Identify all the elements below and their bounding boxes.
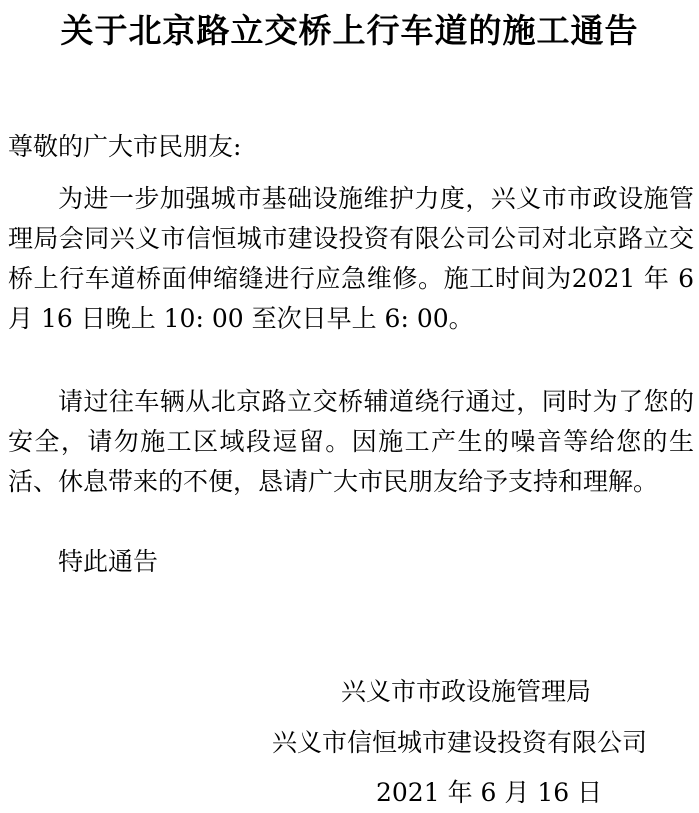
notice-date: 2021 年 6 月 16 日 [376, 778, 603, 807]
signature-municipal-bureau: 兴义市市政设施管理局 [341, 677, 592, 706]
notice-closing: 特此通告 [58, 547, 159, 576]
notice-paragraph-construction: 为进一步加强城市基础设施维护力度，兴义市市政设施管理局会同兴义市信恒城市建设投资有限公司公司对北京路立交桥上行车道桥面伸缩缝进行应急维修。施工时间为2021 年 6 月 16 日晚上 10: 00 至次日早上 6: 00。 [8, 184, 694, 333]
signature-investment-company: 兴义市信恒城市建设投资有限公司 [272, 728, 648, 757]
notice-title: 关于北京路立交桥上行车道的施工通告 [60, 11, 639, 50]
notice-paragraph-detour: 请过往车辆从北京路立交桥辅道绕行通过，同时为了您的安全，请勿施工区域段逗留。因施工产生的噪音等给您的生活、休息带来的不便，恳请广大市民朋友给予支持和理解。 [8, 387, 694, 496]
notice-greeting: 尊敬的广大市民朋友: [8, 132, 242, 161]
